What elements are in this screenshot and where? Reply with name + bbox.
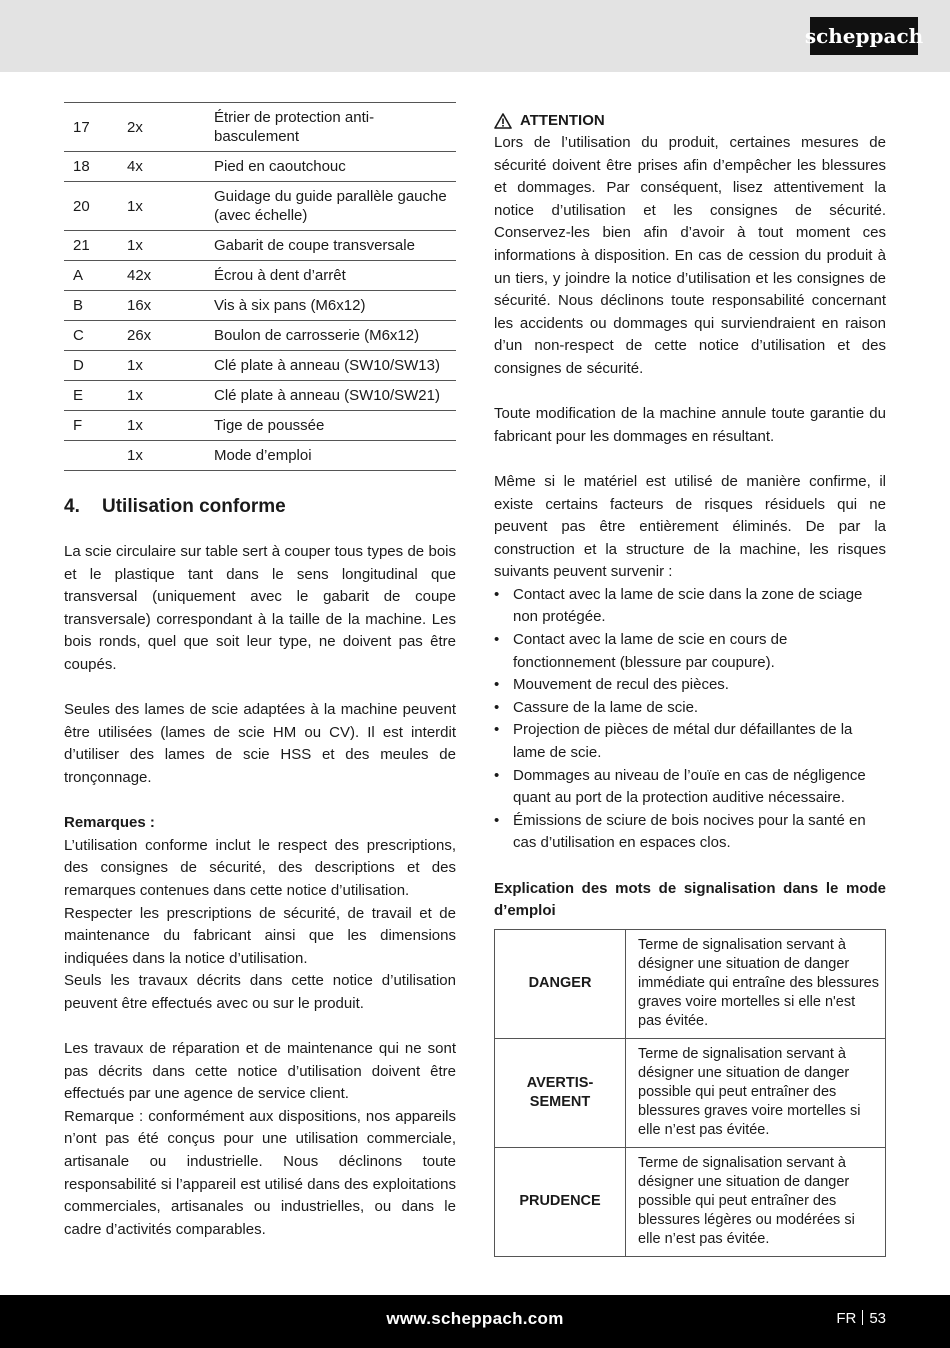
signal-description: Terme de signalisation servant à désigner une situation de danger possible qui peut entraîner des blessures graves voire mortelles si elle n’est pas évitée.: [626, 1038, 886, 1147]
list-item: [494, 765, 886, 810]
table-row: [64, 381, 456, 411]
paragraph-purpose: La scie circulaire sur table sert à couper tous types de bois et le plastique tant dans le sens longitudinal que transversal (uniquement avec le gabarit de coupe transversale) correspondant à la taille de la machine. Les bois ronds, quel que soit leur type, ne doivent pas être coupés.: [64, 543, 456, 673]
section-heading: [64, 495, 456, 519]
table-row: [64, 321, 456, 351]
right-column: [494, 110, 886, 1257]
part-position: F: [73, 417, 83, 434]
risk-text: Contact avec la lame de scie dans la zone de sciage non protégée.: [513, 585, 863, 626]
bullet-icon: •: [494, 766, 500, 784]
part-quantity: 1x: [127, 197, 143, 215]
separator: [862, 1310, 863, 1325]
list-item: [494, 719, 886, 764]
list-item: [494, 584, 886, 629]
left-column: [64, 102, 456, 1241]
table-row: [64, 441, 456, 471]
list-item: [494, 629, 886, 674]
part-position: C: [73, 327, 84, 344]
attention-text: Lors de l’utilisation du produit, certaines mesures de sécurité doivent être prises afin d’empêcher les blessures et dommages. Par conséquent, lisez attentivement la notice d’utilisation et les consignes de sécurité. Conservez-les bien afin d’avoir à tout moment ces informations à disposition. En cas de cession du produit à un tiers, y joindre la notice d’utilisation et les consignes de sécurité. Nous déclinons toute responsabilité concernant les accidents ou dommages qui surviendraient en raison d’un non-respect de cette notice d’utilisation et des consignes de sécurité.: [494, 134, 886, 377]
residual-risks-intro: Même si le matériel est utilisé de manière confirme, il existe certains facteurs de risques résiduels qui ne peuvent pas être entièrement éliminés. De par la construction et la structure de la machine, les risques suivants peuvent survenir :: [494, 472, 886, 581]
part-quantity: 1x: [127, 237, 143, 254]
bullet-icon: •: [494, 811, 500, 829]
table-row: [64, 103, 456, 152]
risk-text: Émissions de sciure de bois nocives pour la santé en cas d’utilisation en espaces clos.: [513, 811, 866, 852]
signal-word: PRUDENCE: [495, 1147, 626, 1256]
footer-bar: [0, 1295, 950, 1348]
part-name: Étrier de protection anti-basculement: [214, 109, 375, 145]
paragraph-remarks-1: L’utilisation conforme inclut le respect des prescriptions, des consignes de sécurité, des descriptions et des remarques contenues dans cette notice d’utilisation.: [64, 836, 456, 899]
modification-text: Toute modification de la machine annule toute garantie du fabricant pour les dommages en résultant.: [494, 405, 886, 445]
signal-word: DANGER: [495, 929, 626, 1038]
part-name: Écrou à dent d’arrêt: [214, 267, 346, 284]
page-value: 53: [869, 1310, 886, 1327]
table-row: [495, 1038, 886, 1147]
part-position: 20: [73, 197, 90, 215]
list-item: [494, 697, 886, 720]
part-quantity: 16x: [127, 297, 152, 314]
section-title: Utilisation conforme: [102, 496, 286, 517]
part-position: A: [73, 267, 84, 284]
part-name: Clé plate à anneau (SW10/SW13): [214, 357, 440, 374]
table-row: [64, 351, 456, 381]
part-position: 17: [73, 118, 90, 136]
bullet-icon: •: [494, 721, 500, 739]
bullet-icon: •: [494, 676, 500, 694]
part-quantity: 1x: [127, 357, 143, 374]
part-quantity: 1x: [127, 447, 143, 464]
section-number: 4.: [64, 496, 80, 517]
remarks-heading: Remarques :: [64, 814, 155, 832]
part-name: Gabarit de coupe transversale: [214, 237, 415, 254]
table-row: [64, 231, 456, 261]
list-item: [494, 674, 886, 697]
signal-words-heading: Explication des mots de signalisation dans le mode d’emploi: [494, 879, 886, 920]
risk-text: Projection de pièces de métal dur défaillantes de la lame de scie.: [513, 721, 853, 762]
warning-triangle-icon: [494, 113, 512, 129]
bullet-icon: •: [494, 631, 500, 649]
risk-text: Contact avec la lame de scie en cours de fonctionnement (blessure par coupure).: [513, 631, 788, 671]
residual-risks-list: [494, 584, 886, 855]
paragraph-commercial-use: Remarque : conformément aux dispositions, nos appareils n’ont pas été conçus pour une utilisation commerciale, artisanale ou industrielle. Nous déclinons toute responsabilité si l’appareil est utilisé dans des exploitations commerciales, artisanales ou industrielles, ou dans le cadre d’activités comparables.: [64, 1107, 456, 1238]
signal-description: Terme de signalisation servant à désigner une situation de danger possible qui peut entraîner des blessures légères ou modérées si elle n’est pas évitée.: [626, 1147, 886, 1256]
part-name: Clé plate à anneau (SW10/SW21): [214, 387, 440, 404]
header-bar: [0, 0, 950, 72]
paragraph-repairs: Les travaux de réparation et de maintenance qui ne sont pas décrits dans cette notice d’utilisation doivent être effectués par une agence de service client.: [64, 1040, 456, 1103]
part-quantity: 4x: [127, 158, 143, 175]
signal-word: AVERTIS-SEMENT: [495, 1038, 626, 1147]
part-name: Tige de poussée: [214, 417, 325, 434]
part-quantity: 1x: [127, 387, 143, 404]
part-name: Vis à six pans (M6x12): [214, 297, 366, 314]
part-position: 18: [73, 158, 90, 175]
part-quantity: 2x: [127, 118, 143, 136]
page-number: [836, 1310, 886, 1327]
risk-text: Mouvement de recul des pièces.: [513, 676, 729, 694]
scheppach-logo: scheppach: [810, 17, 918, 55]
part-position: D: [73, 357, 84, 374]
part-position: [64, 441, 127, 471]
part-position: 21: [73, 237, 90, 254]
parts-table: [64, 102, 456, 471]
part-quantity: 1x: [127, 417, 143, 434]
paragraph-remarks-3: Seuls les travaux décrits dans cette notice d’utilisation peuvent être effectués avec ou sur le produit.: [64, 972, 456, 1012]
table-row: [495, 929, 886, 1038]
bullet-icon: •: [494, 585, 500, 603]
part-name: Pied en caoutchouc: [214, 158, 346, 175]
table-row: [64, 182, 456, 231]
part-name: Boulon de carrosserie (M6x12): [214, 327, 420, 344]
table-row: [495, 1147, 886, 1256]
table-row: [64, 411, 456, 441]
bullet-icon: •: [494, 698, 500, 716]
table-row: [64, 152, 456, 182]
part-quantity: 42x: [127, 267, 152, 284]
attention-label: ATTENTION: [520, 112, 605, 129]
attention-heading: [494, 110, 886, 132]
table-row: [64, 291, 456, 321]
paragraph-blades: Seules des lames de scie adaptées à la machine peuvent être utilisées (lames de scie HM ou CV). Il est interdit d’utiliser des lames de scie HSS et des meules de tronçonnage.: [64, 701, 456, 786]
signal-words-table: [494, 929, 886, 1257]
part-position: E: [73, 387, 84, 404]
footer-url: www.scheppach.com: [386, 1309, 564, 1328]
risk-text: Cassure de la lame de scie.: [513, 698, 699, 716]
part-name: Mode d’emploi: [214, 447, 312, 464]
list-item: [494, 810, 886, 855]
table-row: [64, 261, 456, 291]
signal-description: Terme de signalisation servant à désigner une situation de danger immédiate qui entraîne des blessures graves voire mortelles si elle n'est pas évitée.: [626, 929, 886, 1038]
part-name: Guidage du guide parallèle gauche (avec échelle): [214, 188, 447, 224]
part-position: B: [73, 297, 84, 314]
part-quantity: 26x: [127, 327, 152, 344]
language-code: FR: [836, 1310, 857, 1327]
risk-text: Dommages au niveau de l’ouïe en cas de négligence quant au port de la protection auditive nécessaire.: [513, 766, 866, 807]
paragraph-remarks-2: Respecter les prescriptions de sécurité, de travail et de maintenance du fabricant ainsi que les dimensions indiquées dans la notice d’utilisation.: [64, 904, 456, 967]
